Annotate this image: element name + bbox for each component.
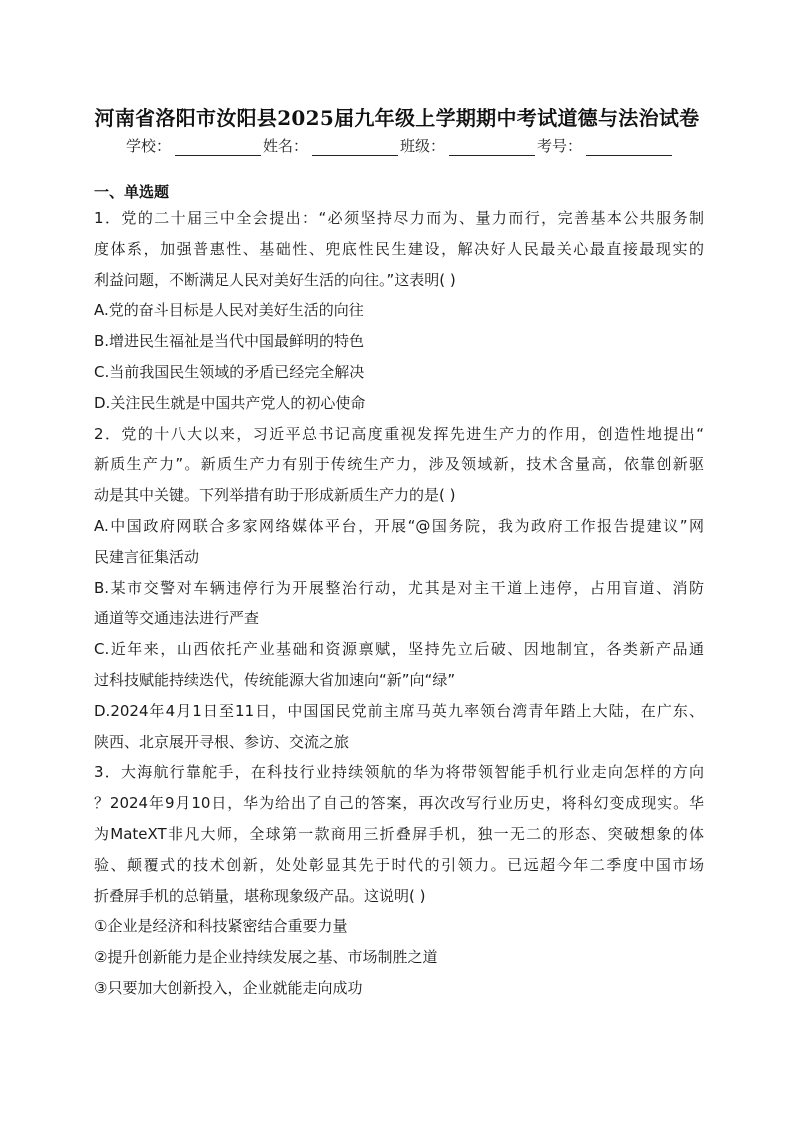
question-stem-line: 2．党的十八大以来，习近平总书记高度重视发挥先进生产力的作用，创造性地提出“: [94, 424, 704, 443]
question-2: [94, 419, 704, 758]
statement-2: ②提升创新能力是企业持续发展之基、市场制胜之道: [94, 948, 438, 967]
statement-1: ①企业是经济和科技紧密结合重要力量: [94, 917, 348, 936]
question-stem-line: 动是其中关键。下列举措有助于形成新质生产力的是( ): [94, 486, 456, 505]
option-d-cont: 陕西、北京展开寻根、参访、交流之旅: [94, 732, 350, 751]
name-label: 姓名：: [263, 137, 309, 155]
class-label: 班级：: [400, 137, 446, 155]
page-title: 河南省洛阳市汝阳县2025届九年级上学期期中考试道德与法治试卷: [94, 106, 700, 130]
school-blank: [175, 139, 261, 156]
question-stem-line: 利益问题，不断满足人民对美好生活的向往。”这表明( ): [94, 270, 456, 289]
option-a-cont: 民建言征集活动: [94, 547, 200, 566]
statement-3: ③只要加大创新投入，企业就能走向成功: [94, 978, 363, 997]
question-stem-line: ？2024年9月10日，华为给出了自己的答案，再次改写行业历史，将科幻变成现实。华: [94, 794, 704, 813]
question-stem-line: 度体系，加强普惠性、基础性、兜底性民生建设，解决好人民最关心最直接最现实的: [94, 239, 704, 258]
student-info-row: [126, 135, 686, 156]
option-d: D.关注民生就是中国共产党人的初心使命: [94, 393, 366, 412]
number-blank: [586, 139, 672, 156]
question-3: [94, 757, 704, 1003]
question-stem-line: 折叠屏手机的总销量，堪称现象级产品。这说明( ): [94, 886, 426, 905]
question-stem-line: 1．党的二十届三中全会提出：“必须坚持尽力而为、量力而行，完善基本公共服务制: [94, 209, 704, 227]
option-a: A.党的奋斗目标是人民对美好生活的向往: [94, 301, 364, 320]
name-blank: [312, 139, 398, 156]
section-title: 一、单选题: [94, 183, 170, 201]
option-d: D.2024年4月1日至11日，中国国民党前主席马英九率领台湾青年踏上大陆，在广东、: [94, 701, 704, 720]
question-stem-line: 验、颠覆式的技术创新，处处彰显其先于时代的引领力。已远超今年二季度中国市场: [94, 855, 704, 874]
option-c: C.近年来，山西依托产业基础和资源禀赋，坚持先立后破、因地制宜，各类新产品通: [94, 640, 704, 659]
option-b: B.增进民生福祉是当代中国最鲜明的特色: [94, 332, 365, 351]
school-label: 学校：: [126, 137, 172, 155]
option-c: C.当前我国民生领域的矛盾已经完全解决: [94, 362, 365, 381]
option-a: A.中国政府网联合多家网络媒体平台，开展“@国务院，我为政府工作报告提建议”网: [94, 516, 704, 535]
question-list: [94, 203, 704, 1004]
option-c-cont: 过科技赋能持续迭代，传统能源大省加速向“新”向“绿”: [94, 670, 456, 689]
class-blank: [449, 139, 535, 156]
question-stem-line: 3．大海航行靠舵手，在科技行业持续领航的华为将带领智能手机行业走向怎样的方向: [94, 763, 704, 782]
question-stem-line: 为MateXT非凡大师，全球第一款商用三折叠屏手机，独一无二的形态、突破想象的体: [94, 824, 704, 843]
number-label: 考号：: [537, 137, 583, 155]
option-b-cont: 通道等交通违法进行严查: [94, 609, 260, 628]
option-b: B.某市交警对车辆违停行为开展整治行动，尤其是对主干道上违停，占用盲道、消防: [94, 578, 704, 597]
question-1: [94, 203, 704, 419]
question-stem-line: 新质生产力”。新质生产力有别于传统生产力，涉及领域新，技术含量高，依靠创新驱: [94, 455, 704, 474]
